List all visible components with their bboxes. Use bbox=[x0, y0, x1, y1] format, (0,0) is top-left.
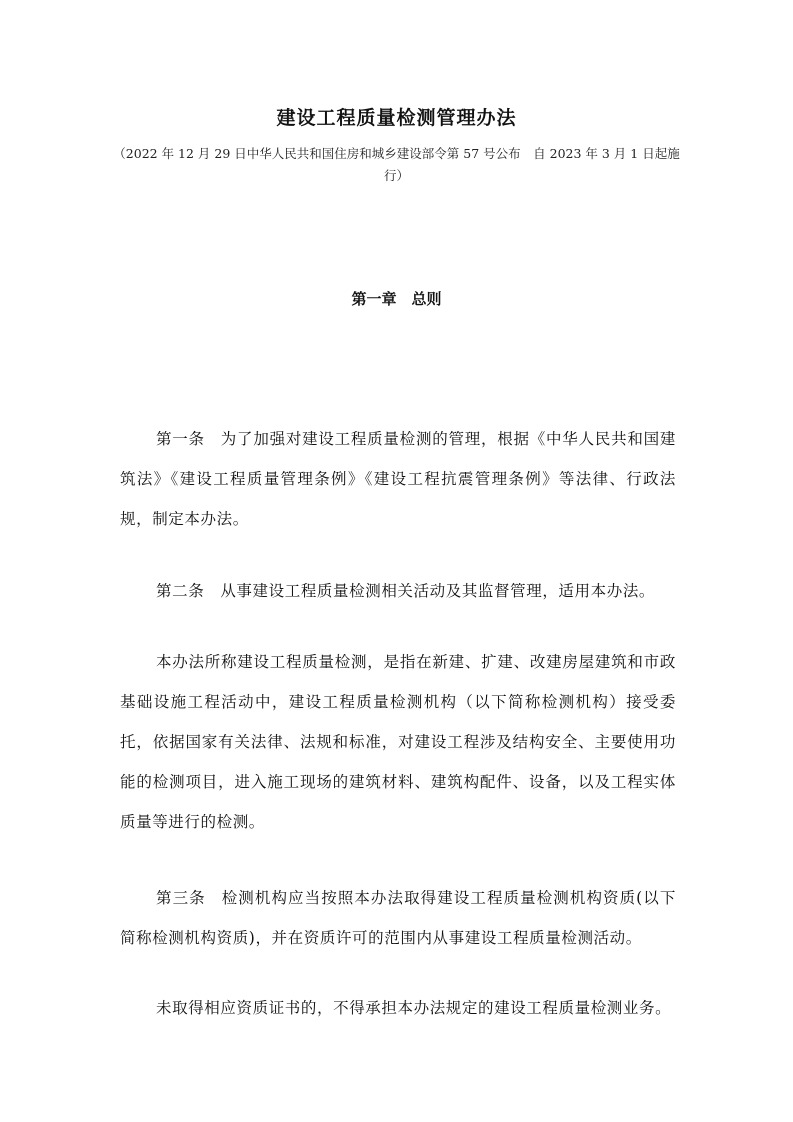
chapter-heading: 第一章 总则 bbox=[351, 290, 442, 308]
article-number: 第三条 bbox=[156, 889, 206, 907]
paragraph-text: 未取得相应资质证书的，不得承担本办法规定的建设工程质量检测业务。 bbox=[156, 999, 672, 1017]
article-number: 第一条 bbox=[156, 430, 205, 448]
paragraph-article-2 bbox=[120, 571, 676, 611]
article-number: 第二条 bbox=[156, 582, 205, 600]
paragraph-article-3 bbox=[120, 878, 676, 958]
paragraph-text: 从事建设工程质量检测相关活动及其监督管理，适用本办法。 bbox=[220, 582, 656, 600]
paragraph-text: 检测机构应当按照本办法取得建设工程质量检测机构资质(以下简称检测机构资质)，并在资质许可的范围内从事建设工程质量检测活动。 bbox=[120, 889, 676, 947]
paragraph-article-1 bbox=[120, 419, 676, 539]
paragraph-unqualified bbox=[120, 988, 676, 1028]
paragraph-text: 为了加强对建设工程质量检测的管理，根据《中华人民共和国建筑法》《建设工程质量管理条例》《建设工程抗震管理条例》等法律、行政法规，制定本办法。 bbox=[120, 430, 676, 528]
paragraph-text: 本办法所称建设工程质量检测，是指在新建、扩建、改建房屋建筑和市政基础设施工程活动中，建设工程质量检测机构（以下简称检测机构）接受委托，依据国家有关法律、法规和标准，对建设工程涉及结构安全、主要使用功能的检测项目，进入施工现场的建筑材料、建筑构配件、设备，以及工程实体质量等进行的检测。 bbox=[120, 653, 676, 831]
document-subtitle: （2022 年 12 月 29 日中华人民共和国住房和城乡建设部令第 57 号公布 自 2023 年 3 月 1 日起施行） bbox=[113, 146, 680, 183]
document-title: 建设工程质量检测管理办法 bbox=[276, 107, 517, 129]
paragraph-definition bbox=[120, 642, 676, 842]
